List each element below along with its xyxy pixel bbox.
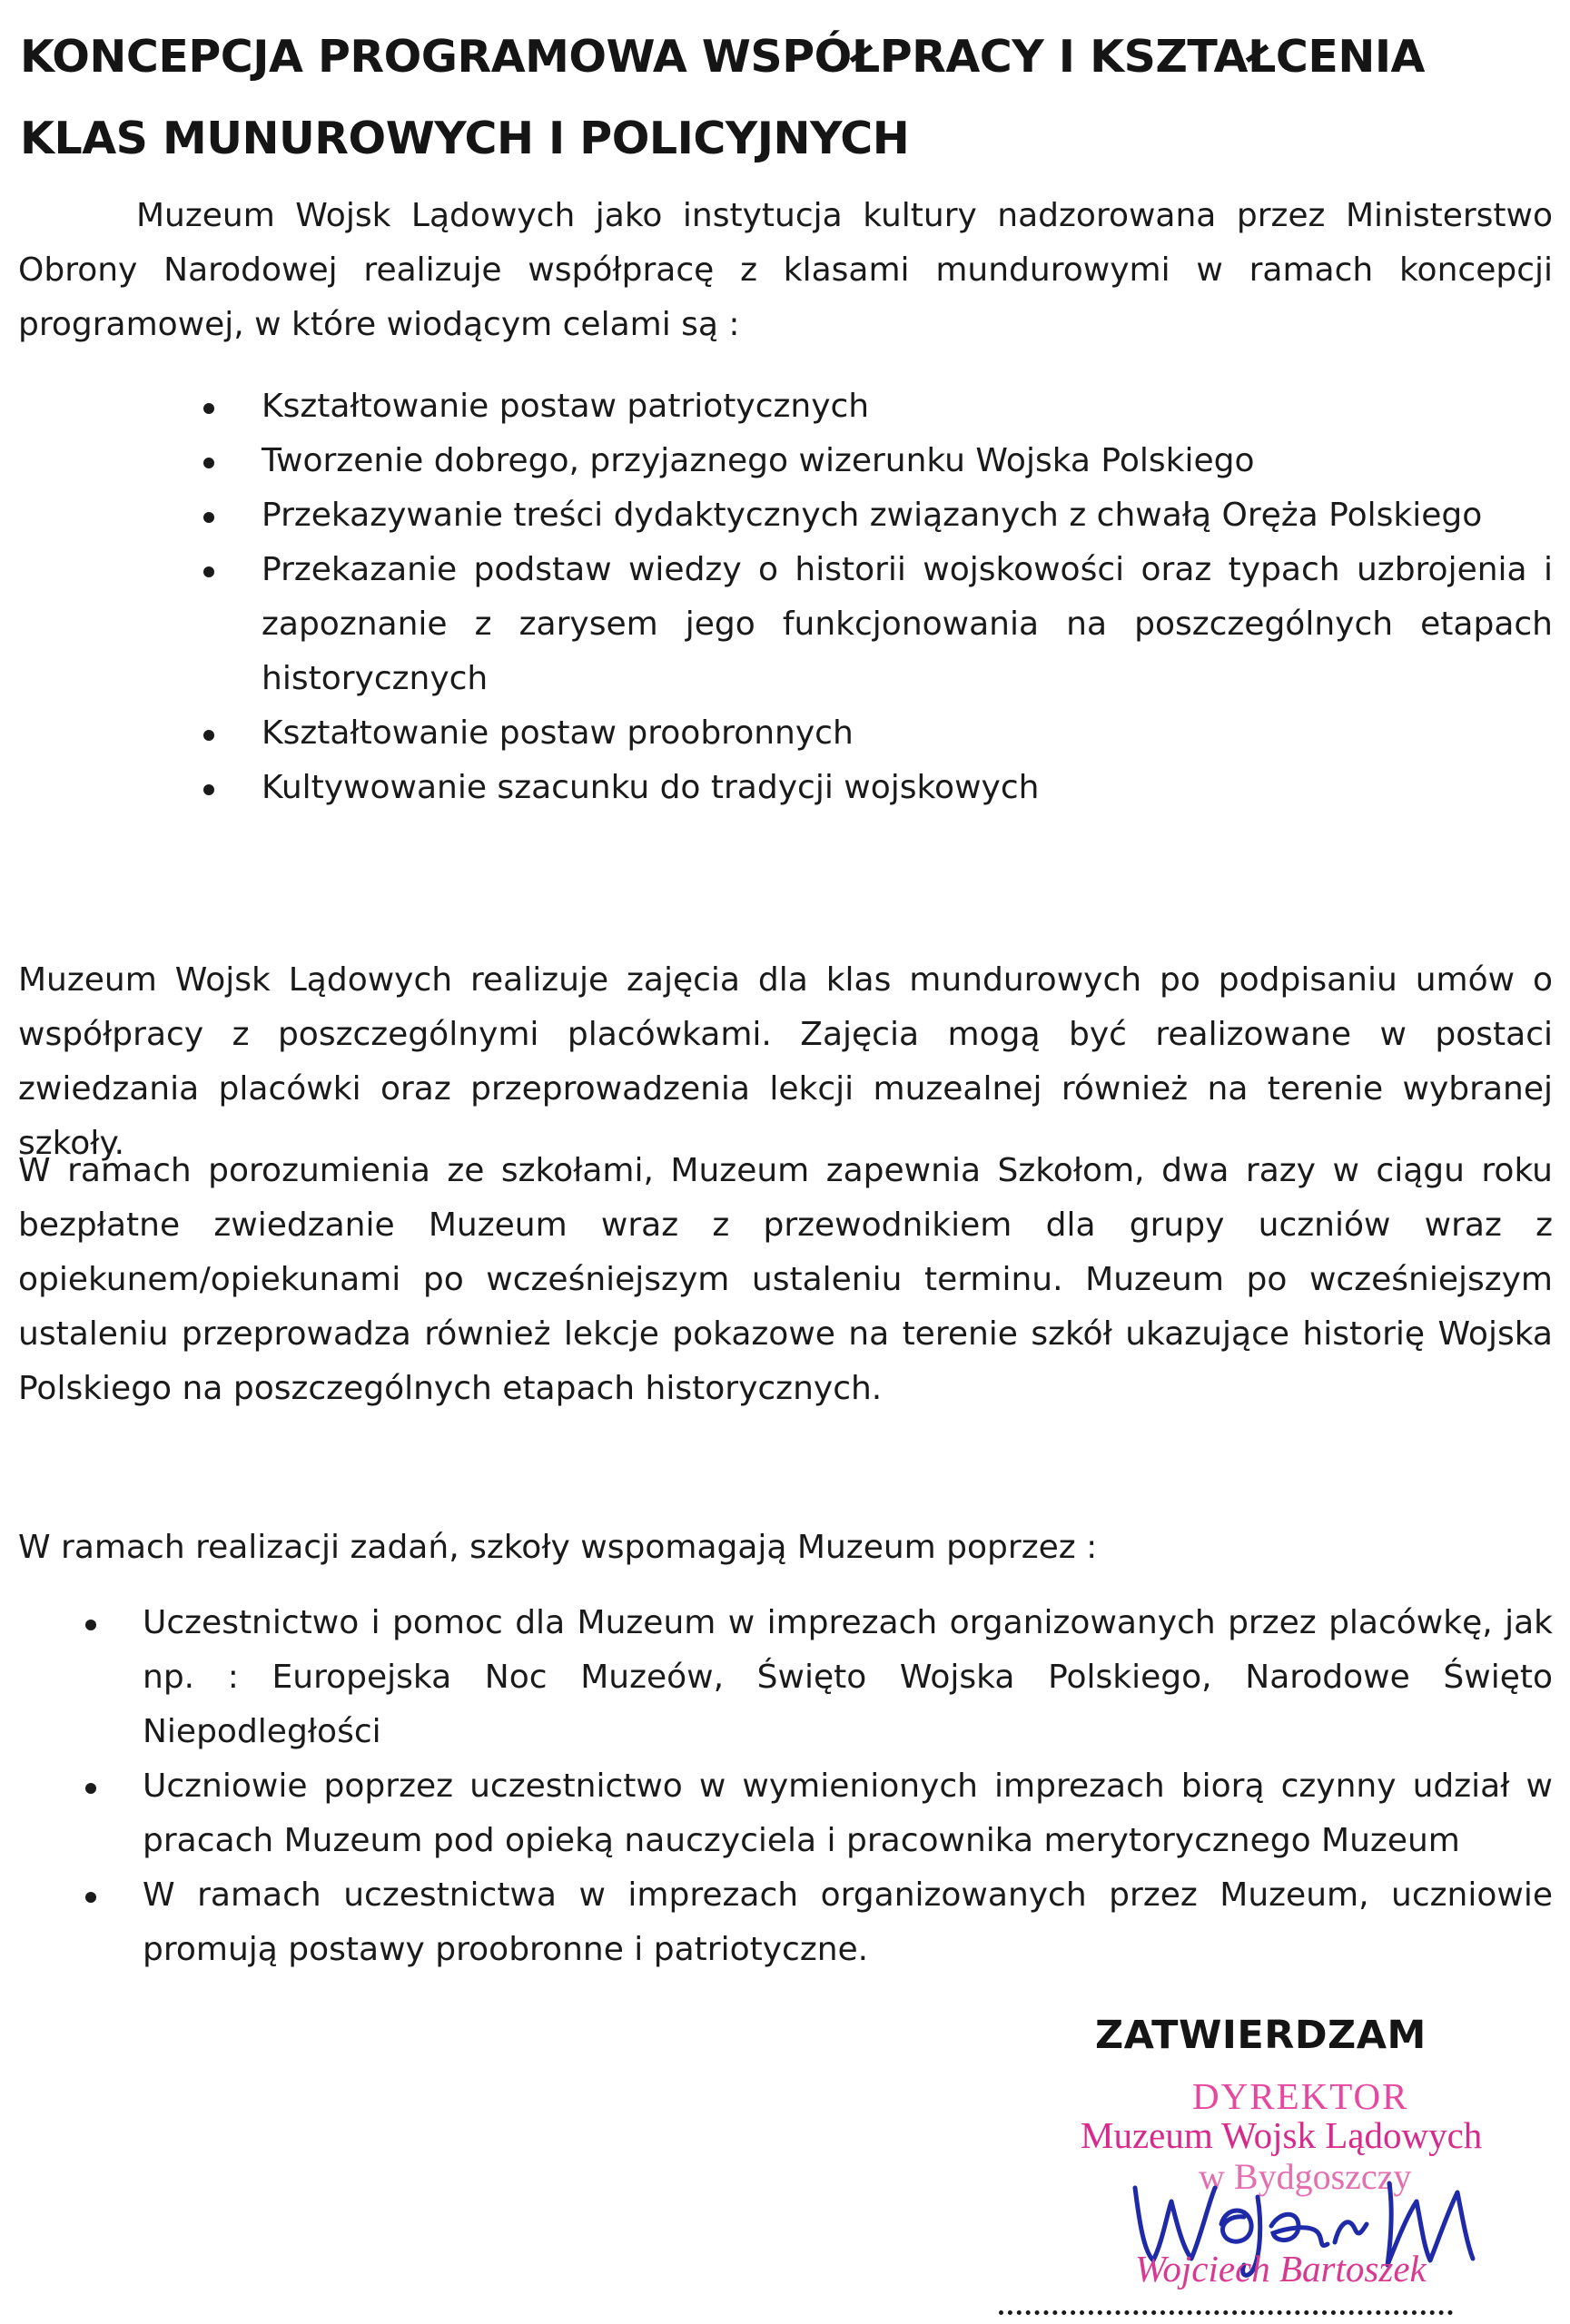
- agreement-paragraph: W ramach porozumienia ze szkołami, Muzeum zapewnia Szkołom, dwa razy w ciągu roku bezpłatne zwiedzanie Muzeum wraz z przewodnikiem dla grupy uczniów wraz z opiekunem/opiekunami po wcześniejszym ustaleniu terminu. Muzeum po wcześniejszym ustaleniu przeprowadza również lekcje pokazowe na terenie szkół ukazujące historię Wojska Polskiego na poszczególnych etapach historycznych.: [18, 1152, 1553, 1407]
- list-item: [262, 379, 1553, 434]
- approval-label: ZATWIERDZAM: [1095, 2013, 1427, 2058]
- goal-text: Kultywowanie szacunku do tradycji wojskowych: [262, 769, 1040, 806]
- bullet-icon: [203, 730, 214, 741]
- signature-dotted-line: [999, 2310, 1453, 2315]
- support-text: Uczestnictwo i pomoc dla Muzeum w imprezach organizowanych przez placówkę, jak np. : Europejska Noc Muzeów, Święto Wojska Polskiego, Narodowe Święto Niepodległości: [143, 1604, 1553, 1750]
- list-item: [143, 1759, 1553, 1868]
- classes-paragraph: Muzeum Wojsk Lądowych realizuje zajęcia dla klas mundurowych po podpisaniu umów o współpracy z poszczególnymi placówkami. Zajęcia mogą być realizowane w postaci zwiedzania placówki oraz przeprowadzenia lekcji muzealnej również na terenie wybranej szkoły.: [18, 961, 1553, 1162]
- list-item: [262, 434, 1553, 488]
- list-item: [262, 706, 1553, 761]
- bullet-icon: [203, 512, 214, 523]
- support-text: Uczniowie poprzez uczestnictwo w wymienionych imprezach biorą czynny udział w pracach Muzeum pod opieką nauczyciela i pracownika merytorycznego Muzeum: [143, 1768, 1553, 1859]
- goal-text: Kształtowanie postaw patriotycznych: [262, 388, 870, 425]
- stamp-institution: Muzeum Wojsk Lądowych: [1081, 2114, 1483, 2156]
- goal-text: Tworzenie dobrego, przyjaznego wizerunku Wojska Polskiego: [262, 442, 1255, 479]
- intro-paragraph: Muzeum Wojsk Lądowych jako instytucja kultury nadzorowana przez Ministerstwo Obrony Narodowej realizuje współpracę z klasami mundurowymi w ramach koncepcji programowej, w które wiodącym celami są :: [18, 197, 1553, 343]
- goal-text: Kształtowanie postaw proobronnych: [262, 714, 854, 752]
- list-item: [262, 488, 1553, 543]
- bullet-icon: [203, 566, 214, 577]
- title-line-2: KLAS MUNUROWYCH I POLICYJNYCH: [20, 113, 910, 164]
- bullet-icon: [85, 1783, 96, 1794]
- list-item: [262, 543, 1553, 706]
- title-line-1: KONCEPCJA PROGRAMOWA WSPÓŁPRACY I KSZTAŁCENIA: [20, 31, 1425, 83]
- bullet-icon: [85, 1892, 96, 1903]
- bullet-icon: [203, 403, 214, 414]
- list-item: [143, 1596, 1553, 1759]
- goal-text: Przekazanie podstaw wiedzy o historii wojskowości oraz typach uzbrojenia i zapoznanie z zarysem jego funkcjonowania na poszczególnych etapach historycznych: [262, 551, 1553, 697]
- goal-text: Przekazywanie treści dydaktycznych związanych z chwałą Oręża Polskiego: [262, 497, 1483, 534]
- support-intro-paragraph: W ramach realizacji zadań, szkoły wspomagają Muzeum poprzez :: [18, 1529, 1098, 1566]
- stamp-name: Wojciech Bartoszek: [1135, 2248, 1427, 2290]
- support-text: W ramach uczestnictwa w imprezach organizowanych przez Muzeum, uczniowie promują postawy proobronne i patriotyczne.: [143, 1876, 1553, 1968]
- bullet-icon: [203, 784, 214, 795]
- bullet-icon: [203, 458, 214, 468]
- bullet-icon: [85, 1620, 96, 1630]
- stamp-city: w Bydgoszczy: [1199, 2156, 1412, 2197]
- document-title: [20, 16, 1527, 180]
- support-list: [143, 1596, 1553, 1977]
- goals-list: [262, 379, 1553, 815]
- list-item: [143, 1868, 1553, 1977]
- stamp-role: DYREKTOR: [1192, 2075, 1409, 2117]
- list-item: [262, 761, 1553, 815]
